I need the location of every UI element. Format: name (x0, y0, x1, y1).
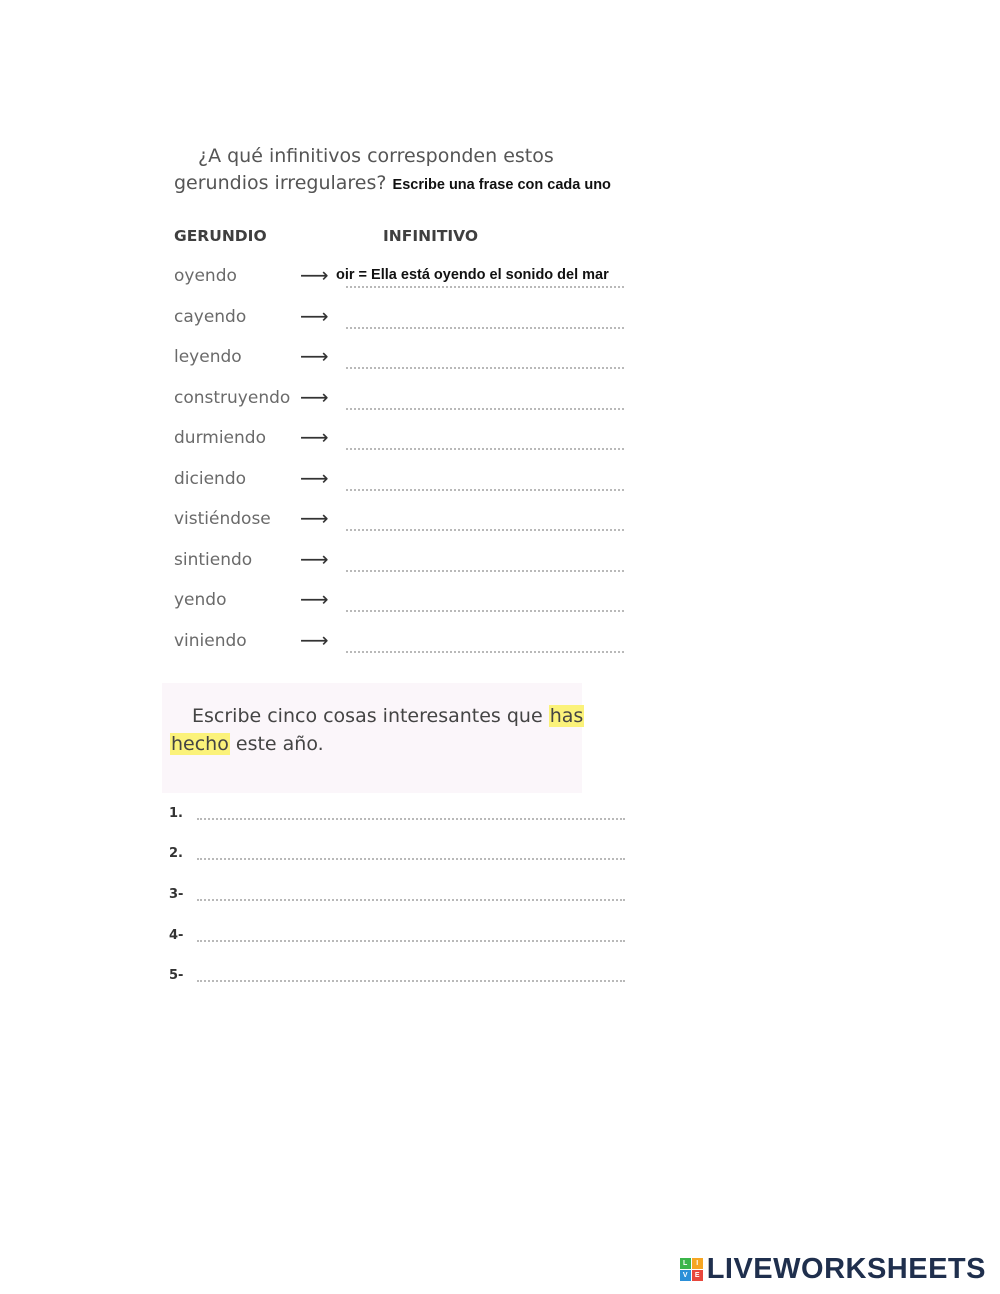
answer-blank-line[interactable] (197, 940, 625, 942)
item-number: 1. (169, 806, 183, 821)
numbered-answer-row (169, 968, 629, 992)
highlight-has: has (549, 705, 584, 727)
logo-wordmark: LIVEWORKSHEETS (706, 1253, 986, 1285)
column-header-infinitive: INFINITIVO (383, 227, 479, 245)
gerund-word: oyendo (174, 266, 237, 286)
answer-blank-line[interactable] (346, 408, 624, 410)
question-line1: ¿A qué infinitivos corresponden estos (198, 145, 554, 167)
answer-blank-line[interactable] (346, 610, 624, 612)
gerund-word: durmiendo (174, 428, 266, 448)
numbered-answer-row (169, 846, 629, 870)
answer-blank-line[interactable] (346, 286, 624, 288)
highlight-hecho: hecho (171, 733, 229, 755)
arrow-right-icon: ⟶ (300, 506, 329, 530)
item-number: 4- (169, 928, 184, 943)
arrow-right-icon: ⟶ (300, 304, 329, 328)
question-line2: gerundios irregulares? (174, 172, 387, 194)
gerund-row (174, 385, 634, 418)
arrow-right-icon: ⟶ (300, 425, 329, 449)
gerund-row (174, 628, 634, 661)
gerund-word: leyendo (174, 347, 242, 367)
instruction-note: Escribe una frase con cada uno (392, 177, 611, 193)
item-number: 5- (169, 968, 184, 983)
column-header-gerund: GERUNDIO (174, 227, 267, 245)
answer-blank-line[interactable] (346, 651, 624, 653)
logo-letter-tile: V (680, 1270, 691, 1281)
liveworksheets-logo (680, 1253, 986, 1286)
answer-blank-line[interactable] (346, 327, 624, 329)
logo-letter-tile: I (692, 1258, 703, 1269)
exercise2-question (170, 702, 584, 758)
answer-blank-line[interactable] (197, 980, 625, 982)
gerund-word: diciendo (174, 469, 247, 489)
answer-blank-line[interactable] (346, 570, 624, 572)
gerund-word: cayendo (174, 307, 247, 327)
item-number: 3- (169, 887, 184, 902)
answer-blank-line[interactable] (346, 529, 624, 531)
arrow-right-icon: ⟶ (300, 344, 329, 368)
gerund-row (174, 547, 634, 580)
gerund-row (174, 344, 634, 377)
answer-blank-line[interactable] (197, 899, 625, 901)
answer-blank-line[interactable] (346, 448, 624, 450)
answer-text[interactable]: oir = Ella está oyendo el sonido del mar (336, 267, 609, 283)
logo-letter-tile: E (692, 1270, 703, 1281)
gerund-word: viniendo (174, 631, 247, 651)
exercise1-question (174, 143, 611, 199)
arrow-right-icon: ⟶ (300, 628, 329, 652)
gerund-row (174, 263, 634, 296)
item-number: 2. (169, 846, 183, 861)
q2-text-end: este año. (229, 733, 324, 755)
gerund-word: sintiendo (174, 550, 253, 570)
gerund-word: vistiéndose (174, 509, 271, 529)
gerund-word: yendo (174, 590, 227, 610)
logo-letter-tile: L (680, 1258, 691, 1269)
arrow-right-icon: ⟶ (300, 587, 329, 611)
numbered-answer-row (169, 928, 629, 952)
numbered-answer-row (169, 806, 629, 830)
gerund-row (174, 304, 634, 337)
gerund-row (174, 425, 634, 458)
gerund-word: construyendo (174, 388, 291, 408)
arrow-right-icon: ⟶ (300, 263, 329, 287)
answer-blank-line[interactable] (197, 818, 625, 820)
gerund-row (174, 506, 634, 539)
answer-blank-line[interactable] (197, 858, 625, 860)
gerund-row (174, 466, 634, 499)
answer-blank-line[interactable] (346, 367, 624, 369)
gerund-row (174, 587, 634, 620)
arrow-right-icon: ⟶ (300, 466, 329, 490)
arrow-right-icon: ⟶ (300, 385, 329, 409)
answer-blank-line[interactable] (346, 489, 624, 491)
q2-text-start: Escribe cinco cosas interesantes que (192, 705, 549, 727)
logo-icon (680, 1258, 703, 1281)
arrow-right-icon: ⟶ (300, 547, 329, 571)
numbered-answer-row (169, 887, 629, 911)
